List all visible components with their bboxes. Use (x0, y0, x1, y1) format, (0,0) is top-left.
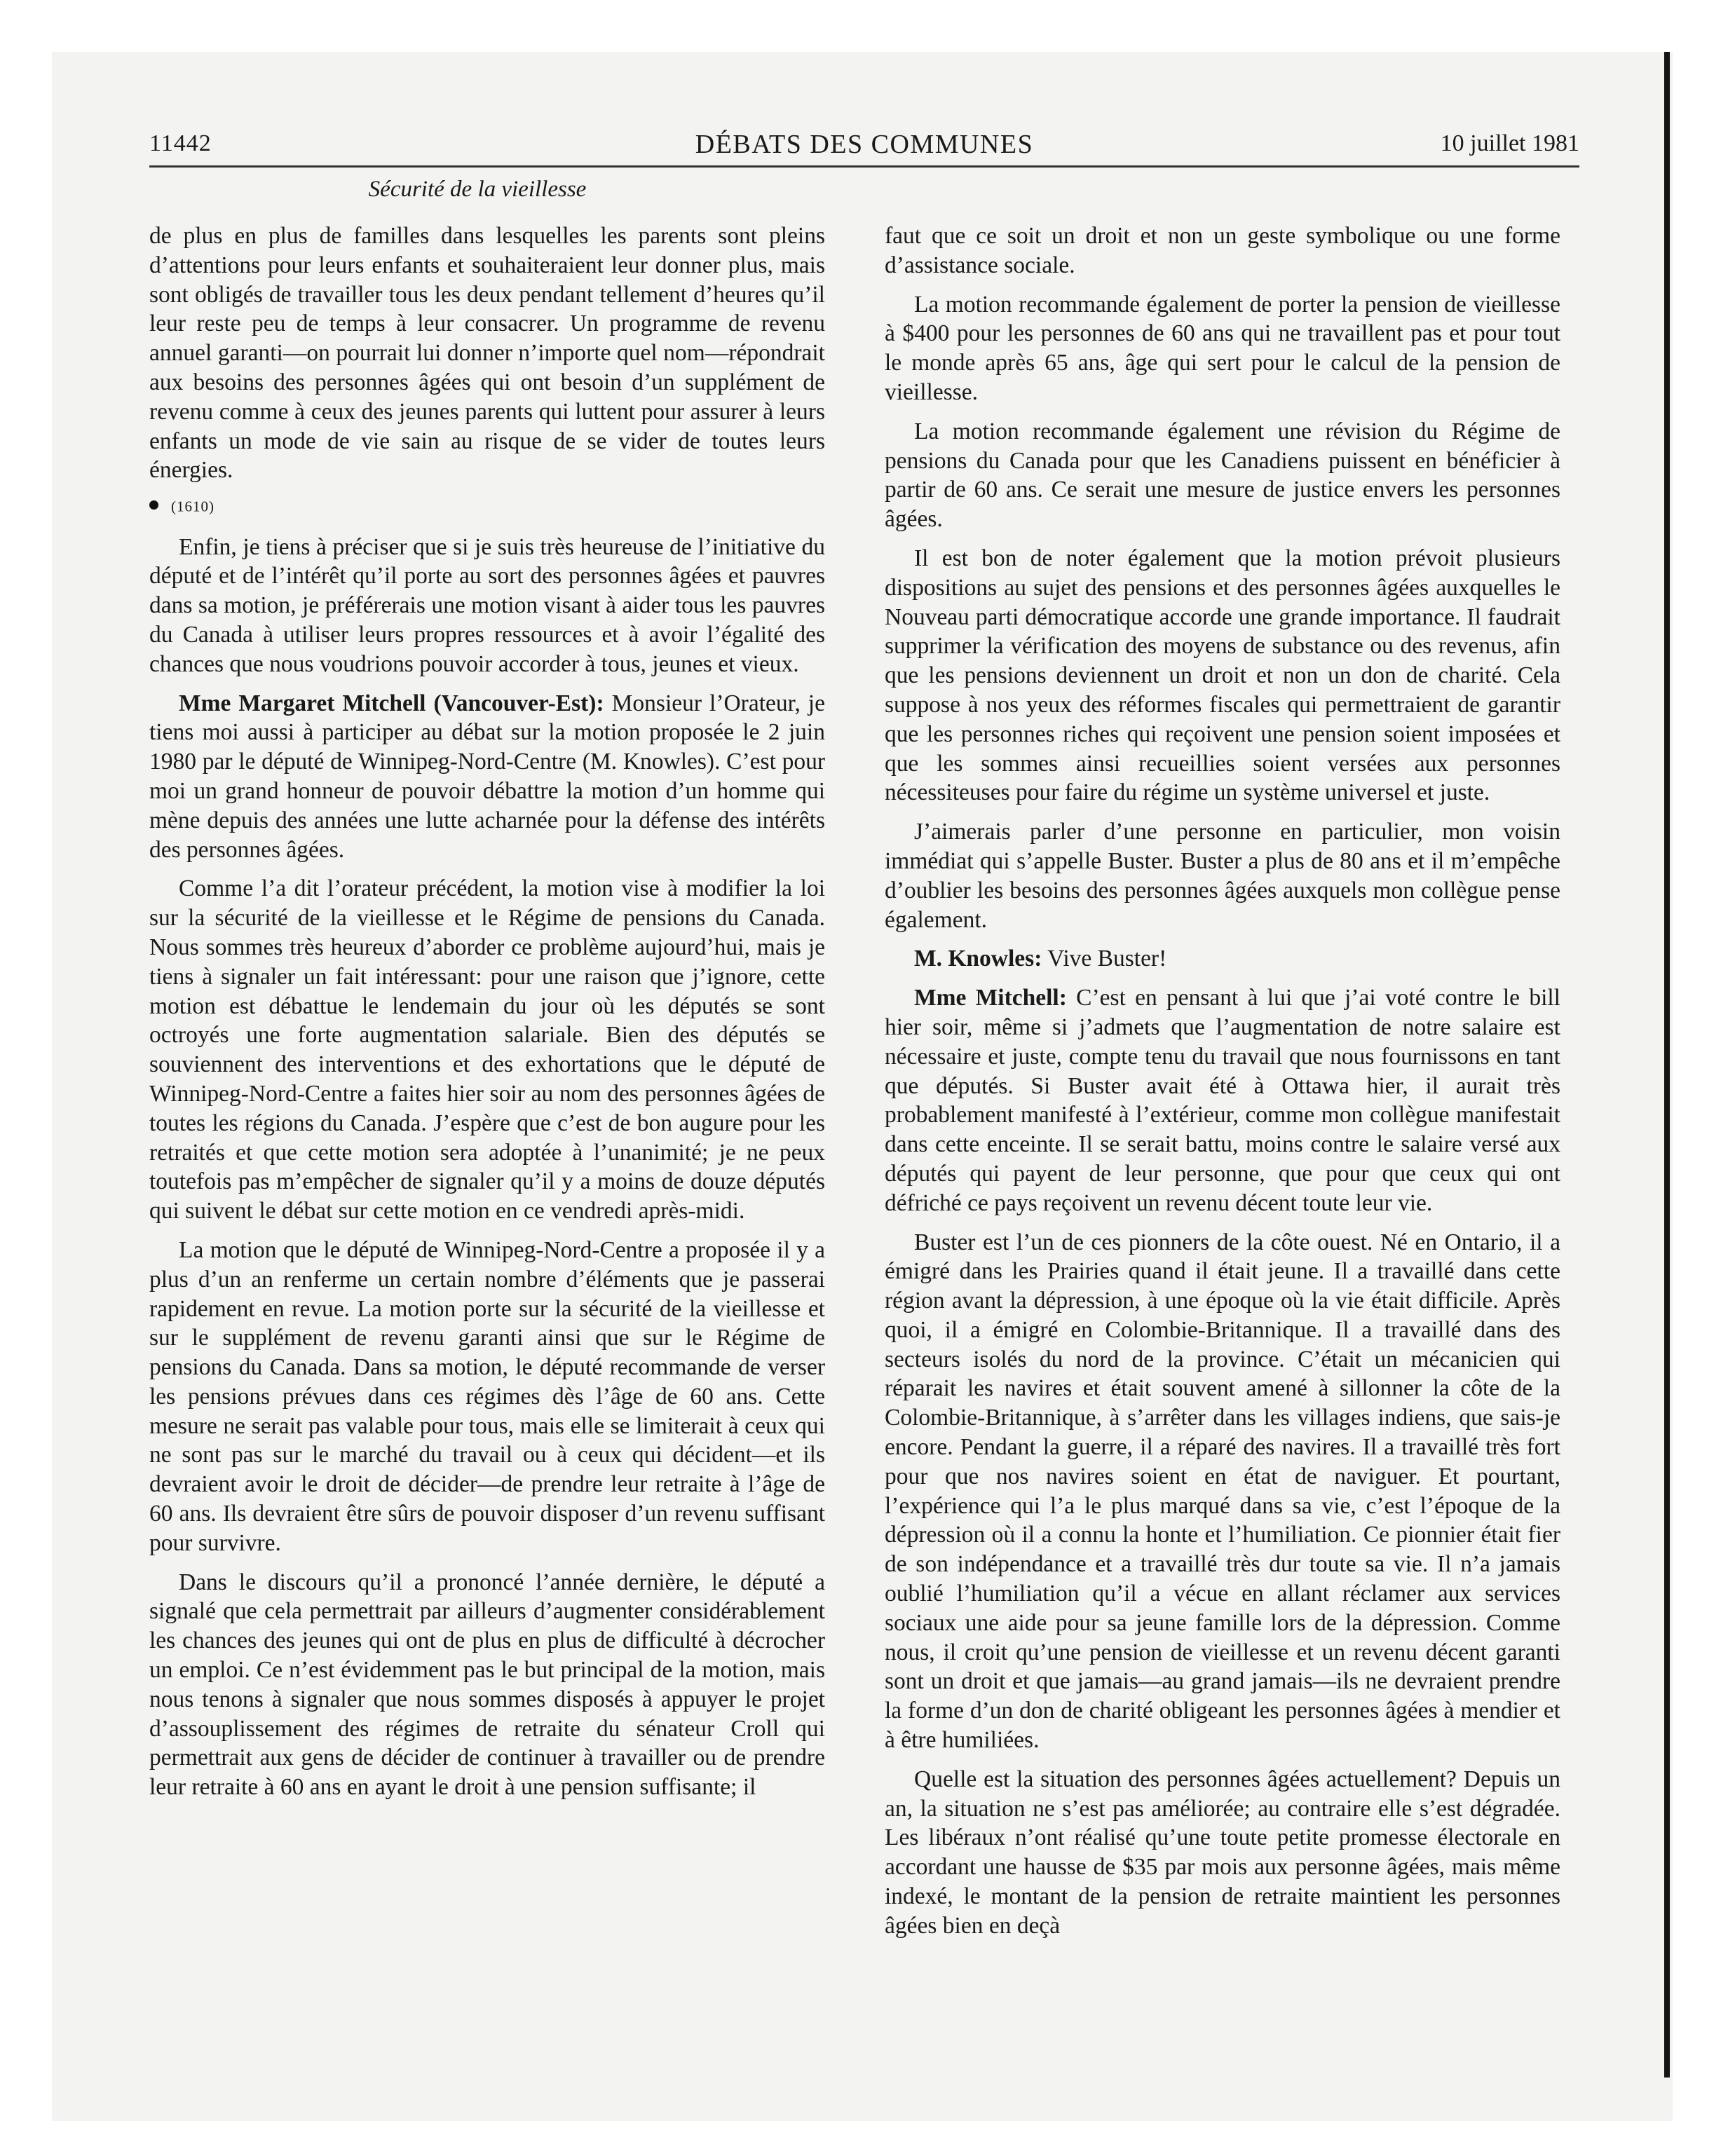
time-marker-text: (1610) (171, 498, 215, 515)
publication-date: 10 juillet 1981 (1440, 130, 1579, 156)
speech-text: Vive Buster! (1042, 946, 1167, 972)
paragraph (885, 983, 1560, 1217)
paragraph: Dans le discours qu’il a prononcé l’année dernière, le député a signalé que cela permettrait par ailleurs d’augmenter considérablement les chances des jeunes qui ont de plus en plus de difficulté à décrocher un emploi. Ce n’est évidemment pas le but principal de la motion, mais nous tenons à signaler que nous sommes disposés à appuyer le projet d’assouplissement des régimes de retraite du sénateur Croll qui permettrait aux gens de décider de continuer à travailler ou de prendre leur retraite à 60 ans en ayant le droit à une pension suffisante; il (149, 1569, 825, 1801)
paragraph: La motion que le député de Winnipeg-Nord-Centre a proposée il y a plus d’un an renferme un certain nombre d’éléments que je passerai rapidement en revue. La motion porte sur la sécurité de la vieillesse et sur le supplément de revenu garanti ainsi que sur le Régime de pensions du Canada. Dans sa motion, le député recommande de verser les pensions prévues dans ces régimes dès l’âge de 60 ans. Cette mesure ne serait pas valable pour tous, mais elle se limiterait à ceux qui ne sont pas sur le marché du travail ou à ceux qui décident—et ils devraient avoir le droit de décider—de prendre leur retraite à l’âge de 60 ans. Ils devraient être sûrs de pouvoir disposer d’un revenu suffisant pour survivre. (149, 1236, 825, 1556)
paragraph: J’aimerais parler d’une personne en particulier, mon voisin immédiat qui s’appelle Buster. Buster a plus de 80 ans et il m’empêche d’oublier les besoins des personnes âgées auxquels mon collègue pense également. (885, 819, 1560, 933)
time-marker (149, 495, 825, 517)
left-column (149, 221, 825, 1812)
speech-text: Monsieur l’Orateur, je tiens moi aussi à participer au débat sur la motion proposée le 2 juin 1980 par le député de Winnipeg-Nord-Centre (M. Knowles). C’est pour moi un grand honneur de pouvoir débattre la motion d’un homme qui mène depuis des années une lutte acharnée pour la défense des intérêts des personnes âgées. (149, 690, 825, 863)
paragraph: Enfin, je tiens à préciser que si je suis très heureuse de l’initiative du député et de l’intérêt qu’il porte au sort des personnes âgées et pauvres dans sa motion, je préférerais une motion visant à aider tous les pauvres du Canada à utiliser leurs propres ressources et à avoir l’égalité des chances que nous voudrions pouvoir accorder à tous, jeunes et vieux. (149, 533, 825, 677)
paragraph: de plus en plus de familles dans lesquelles les parents sont pleins d’attentions pour leurs enfants et souhaiteraient leur donner plus, mais sont obligés de travailler tous les deux pendant tellement d’heures qu’il leur reste peu de temps à leur consacrer. Un programme de revenu annuel garanti—on pourrait lui donner n’importe quel nom—répondrait aux besoins des personnes âgées qui ont besoin d’un supplément de revenu comme à ceux des jeunes parents qui luttent pour assurer à leurs enfants un mode de vie sain au risque de se vider de toutes leurs énergies. (149, 223, 825, 484)
paragraph: Il est bon de noter également que la motion prévoit plusieurs dispositions au sujet des pensions et des personnes âgées auxquelles le Nouveau parti démocratique accorde une grande importance. Il faudrait supprimer la vérification des moyens de substance ou des revenus, afin que les pensions deviennent un droit et non un don de charité. Cela suppose à nos yeux des réformes fiscales qui permettraient de garantir que les personnes riches qui reçoivent une pension soient imposées et que les sommes ainsi recueillies soient versées aux personnes nécessiteuses pour faire du régime un système universel et juste. (885, 545, 1560, 806)
speaker-name: Mme Mitchell: (914, 985, 1067, 1011)
page-number: 11442 (149, 130, 212, 156)
paragraph: La motion recommande également une révision du Régime de pensions du Canada pour que les Canadiens puissent en bénéficier à partir de 60 ans. Ce serait une mesure de justice envers les personnes âgées. (885, 418, 1560, 533)
speaker-name: Mme Margaret Mitchell (Vancouver-Est): (179, 690, 604, 716)
paragraph (885, 944, 1560, 974)
paragraph (149, 689, 825, 865)
right-column (885, 221, 1560, 1951)
page-edge-shadow (1664, 52, 1670, 2077)
speech-text: C’est en pensant à lui que j’ai voté contre le bill hier soir, même si j’admets que l’augmentation de notre salaire est nécessaire et juste, compte tenu du travail que nous fournissons en tant que députés. Si Buster avait été à Ottawa hier, il aurait très probablement manifesté à l’extérieur, comme mon collègue manifestait dans cette enceinte. Il se serait battu, moins contre le salaire versé aux députés qui payent de leur personne, que pour que ceux qui ont défriché ce pays reçoivent un revenu décent toute leur vie. (885, 985, 1560, 1216)
section-title: Sécurité de la vieillesse (368, 177, 587, 202)
speaker-name: M. Knowles: (914, 946, 1042, 972)
bullet-icon (149, 500, 158, 510)
paragraph: Buster est l’un de ces pionners de la côte ouest. Né en Ontario, il a émigré dans les Prairies quand il était jeune. Il a travaillé dans cette région avant la dépression, à une époque où la vie était difficile. Après quoi, il a émigré en Colombie-Britannique. Il a travaillé dans des secteurs isolés du nord de la province. C’était un mécanicien qui réparait les navires et était souvent amené à sillonner la côte de la Colombie-Britannique, à s’arrêter dans les villages indiens, que sais-je encore. Pendant la guerre, il a réparé des navires. Il a travaillé très fort pour que nos navires soient en état de naviguer. Et pourtant, l’expérience qui l’a le plus marqué dans sa vie, c’est l’époque de la dépression où il a connu la honte et l’humiliation. Ce pionnier était fier de son indépendance et a travaillé très dur toute sa vie. Il n’a jamais oublié l’humiliation qu’il a vécue en allant réclamer aux services sociaux une aide pour sa jeune famille lors de la dépression. Comme nous, il croit qu’une pension de vieillesse et un revenu décent garanti sont un droit et que jamais—au grand jamais—ils ne devraient prendre la forme d’un don de charité obligeant les personnes âgées à mendier et à être humiliées. (885, 1229, 1560, 1754)
paragraph: faut que ce soit un droit et non un geste symbolique ou une forme d’assistance sociale. (885, 223, 1560, 278)
paragraph: La motion recommande également de porter la pension de vieillesse à $400 pour les personnes de 60 ans qui ne travaillent pas et pour tout le monde après 65 ans, âge qui sert pour le calcul de la pension de vieillesse. (885, 291, 1560, 405)
paragraph: Quelle est la situation des personnes âgées actuellement? Depuis un an, la situation ne s’est pas améliorée; au contraire elle s’est dégradée. Les libéraux n’ont réalisé qu’une toute petite promesse électorale en accordant une hausse de $35 par mois aux personne âgées, mais même indexé, le montant de la pension de retraite maintient les personnes âgées bien en deçà (885, 1766, 1560, 1939)
paragraph: Comme l’a dit l’orateur précédent, la motion vise à modifier la loi sur la sécurité de la vieillesse et le Régime de pensions du Canada. Nous sommes très heureux d’aborder ce problème aujourd’hui, mais je tiens à signaler un fait intéressant: pour une raison que j’ignore, cette motion est débattue le lendemain du jour où les députés se sont octroyés une forte augmentation salariale. Bien des députés se souviennent des interventions et des exhortations que le député de Winnipeg-Nord-Centre a faites hier soir au nom des personnes âgées de toutes les régions du Canada. J’espère que c’est de bon augure pour les retraités et que cette motion sera adoptée à l’unanimité; je ne peux toutefois pas m’empêcher de signaler qu’il y a moins de douze députés qui suivent le débat sur cette motion en ce vendredi après-midi. (149, 875, 825, 1224)
header-rule (149, 165, 1579, 168)
page-header (149, 130, 1579, 167)
publication-title: DÉBATS DES COMMUNES (695, 130, 1034, 159)
